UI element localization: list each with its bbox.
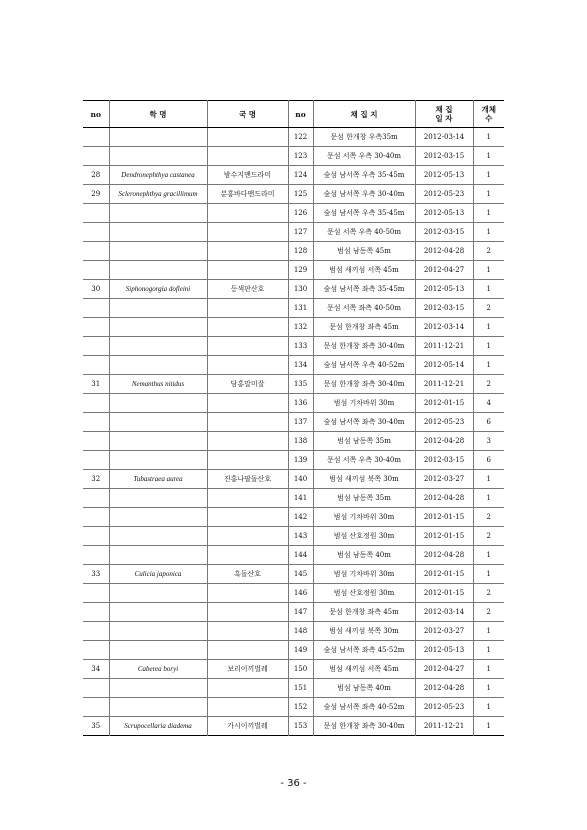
collection-site-cell: 범섬 남동쪽 40m — [313, 679, 415, 698]
count-cell: 1 — [473, 147, 504, 166]
table-row — [83, 698, 504, 717]
specimen-no-cell: 148 — [288, 622, 313, 641]
korean-name-cell — [207, 451, 288, 470]
collection-site-cell: 범섬 새끼섬 북쪽 30m — [313, 470, 415, 489]
count-cell: 2 — [473, 527, 504, 546]
specimen-no-cell: 139 — [288, 451, 313, 470]
collection-date-cell: 2012-04-28 — [415, 432, 473, 451]
header-korean-name: 국 명 — [207, 101, 288, 128]
table-row — [83, 375, 504, 394]
korean-name-cell — [207, 432, 288, 451]
header-date-line1: 채 집 — [435, 105, 453, 114]
count-cell: 2 — [473, 584, 504, 603]
collection-site-cell: 숲섬 남서쪽 좌측 35-45m — [313, 280, 415, 299]
korean-name-cell — [207, 318, 288, 337]
species-no-cell — [83, 527, 109, 546]
collection-site-cell: 범섬 새끼섬 북쪽 30m — [313, 622, 415, 641]
specimen-no-cell: 123 — [288, 147, 313, 166]
collection-date-cell: 2012-05-23 — [415, 185, 473, 204]
korean-name-cell — [207, 527, 288, 546]
species-no-cell — [83, 147, 109, 166]
species-no-cell: 33 — [83, 565, 109, 584]
collection-date-cell: 2011-12-21 — [415, 337, 473, 356]
collection-date-cell: 2012-04-27 — [415, 261, 473, 280]
collection-site-cell: 문섬 한개창 우측35m — [313, 128, 415, 147]
count-cell: 1 — [473, 128, 504, 147]
specimen-no-cell: 126 — [288, 204, 313, 223]
specimen-no-cell: 141 — [288, 489, 313, 508]
table-row — [83, 470, 504, 489]
count-cell: 2 — [473, 603, 504, 622]
collection-site-cell: 문섬 한개창 좌측 45m — [313, 318, 415, 337]
table-row — [83, 679, 504, 698]
collection-date-cell: 2012-05-13 — [415, 166, 473, 185]
specimen-no-cell: 153 — [288, 717, 313, 736]
table-row — [83, 565, 504, 584]
species-no-cell: 34 — [83, 660, 109, 679]
table-row — [83, 204, 504, 223]
table-row — [83, 660, 504, 679]
specimen-table — [83, 100, 504, 736]
collection-date-cell: 2012-03-14 — [415, 318, 473, 337]
species-no-cell — [83, 603, 109, 622]
page-number: - 36 - — [280, 778, 307, 789]
species-no-cell: 30 — [83, 280, 109, 299]
table-row — [83, 622, 504, 641]
korean-name-cell — [207, 641, 288, 660]
collection-date-cell: 2012-03-27 — [415, 622, 473, 641]
specimen-no-cell: 128 — [288, 242, 313, 261]
collection-date-cell: 2012-04-28 — [415, 489, 473, 508]
specimen-no-cell: 129 — [288, 261, 313, 280]
scientific-name-cell: Caberea boryi — [109, 660, 207, 679]
table-row — [83, 641, 504, 660]
table-row — [83, 603, 504, 622]
species-no-cell — [83, 394, 109, 413]
table-row — [83, 356, 504, 375]
collection-site-cell: 숲섬 남서쪽 우측 35-45m — [313, 166, 415, 185]
korean-name-cell — [207, 679, 288, 698]
scientific-name-cell: Siphonogorgia dofleini — [109, 280, 207, 299]
collection-date-cell: 2012-03-14 — [415, 128, 473, 147]
count-cell: 1 — [473, 489, 504, 508]
count-cell: 1 — [473, 185, 504, 204]
korean-name-cell — [207, 147, 288, 166]
specimen-no-cell: 138 — [288, 432, 313, 451]
korean-name-cell — [207, 337, 288, 356]
count-cell: 1 — [473, 470, 504, 489]
korean-name-cell — [207, 622, 288, 641]
collection-site-cell: 문섬 서쪽 우측 30-40m — [313, 451, 415, 470]
korean-name-cell: 흑돌산호 — [207, 565, 288, 584]
count-cell: 1 — [473, 717, 504, 736]
korean-name-cell — [207, 242, 288, 261]
specimen-no-cell: 140 — [288, 470, 313, 489]
specimen-no-cell: 149 — [288, 641, 313, 660]
table-row — [83, 394, 504, 413]
table-row — [83, 546, 504, 565]
collection-site-cell: 숲섬 남서쪽 우측 35-45m — [313, 204, 415, 223]
specimen-no-cell: 135 — [288, 375, 313, 394]
scientific-name-cell — [109, 489, 207, 508]
scientific-name-cell: Nemanthus nitidus — [109, 375, 207, 394]
table-row — [83, 318, 504, 337]
species-no-cell: 32 — [83, 470, 109, 489]
scientific-name-cell — [109, 394, 207, 413]
korean-name-cell: 보리이끼벌레 — [207, 660, 288, 679]
scientific-name-cell — [109, 622, 207, 641]
count-cell: 1 — [473, 166, 504, 185]
header-no: no — [83, 101, 109, 128]
count-cell: 1 — [473, 698, 504, 717]
collection-site-cell: 범섬 남동쪽 35m — [313, 489, 415, 508]
collection-date-cell: 2012-03-15 — [415, 147, 473, 166]
collection-date-cell: 2012-04-27 — [415, 660, 473, 679]
collection-site-cell: 숲섬 남서쪽 좌측 45-52m — [313, 641, 415, 660]
collection-date-cell: 2012-01-15 — [415, 394, 473, 413]
collection-date-cell: 2012-03-15 — [415, 299, 473, 318]
species-no-cell — [83, 698, 109, 717]
collection-date-cell: 2012-04-28 — [415, 242, 473, 261]
count-cell: 1 — [473, 223, 504, 242]
specimen-no-cell: 145 — [288, 565, 313, 584]
specimen-no-cell: 125 — [288, 185, 313, 204]
specimen-no-cell: 150 — [288, 660, 313, 679]
table-row — [83, 299, 504, 318]
table-row — [83, 508, 504, 527]
table-row — [83, 261, 504, 280]
specimen-no-cell: 132 — [288, 318, 313, 337]
collection-site-cell: 문섬 서쪽 우측 40-50m — [313, 223, 415, 242]
specimen-no-cell: 143 — [288, 527, 313, 546]
count-cell: 4 — [473, 394, 504, 413]
species-no-cell: 29 — [83, 185, 109, 204]
collection-site-cell: 숲섬 남서쪽 우측 30-40m — [313, 185, 415, 204]
collection-site-cell: 숲섬 남서쪽 우측 40-52m — [313, 356, 415, 375]
species-no-cell — [83, 299, 109, 318]
specimen-no-cell: 122 — [288, 128, 313, 147]
collection-site-cell: 범섬 남동쪽 45m — [313, 242, 415, 261]
korean-name-cell — [207, 546, 288, 565]
specimen-no-cell: 124 — [288, 166, 313, 185]
collection-site-cell: 범섬 새끼섬 서쪽 45m — [313, 261, 415, 280]
count-cell: 1 — [473, 318, 504, 337]
scientific-name-cell: Scleronephthya gracillimum — [109, 185, 207, 204]
count-cell: 1 — [473, 261, 504, 280]
collection-site-cell: 문섬 서쪽 우측 30-40m — [313, 147, 415, 166]
collection-date-cell: 2012-05-13 — [415, 641, 473, 660]
species-no-cell — [83, 242, 109, 261]
count-cell: 1 — [473, 622, 504, 641]
scientific-name-cell — [109, 242, 207, 261]
table-row — [83, 242, 504, 261]
scientific-name-cell — [109, 204, 207, 223]
table-row — [83, 451, 504, 470]
count-cell: 1 — [473, 356, 504, 375]
scientific-name-cell: Tubastraea aurea — [109, 470, 207, 489]
collection-date-cell: 2012-01-15 — [415, 527, 473, 546]
scientific-name-cell — [109, 527, 207, 546]
table-row — [83, 166, 504, 185]
collection-date-cell: 2012-05-14 — [415, 356, 473, 375]
scientific-name-cell — [109, 147, 207, 166]
collection-date-cell: 2012-01-15 — [415, 584, 473, 603]
count-cell: 1 — [473, 641, 504, 660]
table-row — [83, 413, 504, 432]
korean-name-cell — [207, 204, 288, 223]
collection-date-cell: 2012-03-15 — [415, 223, 473, 242]
scientific-name-cell — [109, 261, 207, 280]
collection-date-cell: 2012-03-14 — [415, 603, 473, 622]
scientific-name-cell — [109, 413, 207, 432]
collection-date-cell: 2012-03-27 — [415, 470, 473, 489]
collection-site-cell: 문섬 한개창 좌측 30-40m — [313, 337, 415, 356]
species-no-cell — [83, 128, 109, 147]
specimen-no-cell: 136 — [288, 394, 313, 413]
table-row — [83, 185, 504, 204]
collection-site-cell: 문섬 한개창 좌측 45m — [313, 603, 415, 622]
table-row — [83, 337, 504, 356]
korean-name-cell — [207, 356, 288, 375]
species-no-cell — [83, 679, 109, 698]
collection-site-cell: 범섬 기차바위 30m — [313, 508, 415, 527]
table-row — [83, 280, 504, 299]
header-count — [473, 101, 504, 128]
header-date-line2: 일 자 — [435, 114, 453, 123]
scientific-name-cell — [109, 698, 207, 717]
korean-name-cell — [207, 394, 288, 413]
count-cell: 2 — [473, 375, 504, 394]
collection-date-cell: 2012-01-15 — [415, 565, 473, 584]
species-no-cell — [83, 641, 109, 660]
table-row — [83, 128, 504, 147]
header-specimen-no: no — [288, 101, 313, 128]
scientific-name-cell — [109, 337, 207, 356]
scientific-name-cell — [109, 432, 207, 451]
collection-site-cell: 문섬 한개창 좌측 30-40m — [313, 717, 415, 736]
count-cell: 6 — [473, 413, 504, 432]
korean-name-cell — [207, 603, 288, 622]
count-cell: 3 — [473, 432, 504, 451]
species-no-cell: 31 — [83, 375, 109, 394]
specimen-no-cell: 152 — [288, 698, 313, 717]
collection-date-cell: 2012-05-23 — [415, 698, 473, 717]
korean-name-cell: 분홍바다맨드라미 — [207, 185, 288, 204]
collection-site-cell: 문섬 서쪽 좌측 40-50m — [313, 299, 415, 318]
header-collection-site: 채 집 지 — [313, 101, 415, 128]
scientific-name-cell: Dendronephthya castanea — [109, 166, 207, 185]
table-row — [83, 432, 504, 451]
collection-site-cell: 범섬 기차바위 30m — [313, 565, 415, 584]
collection-date-cell: 2011-12-21 — [415, 717, 473, 736]
collection-site-cell: 숲섬 남서쪽 좌측 40-52m — [313, 698, 415, 717]
korean-name-cell — [207, 299, 288, 318]
header-count-line1: 개체 — [481, 105, 496, 114]
count-cell: 1 — [473, 204, 504, 223]
specimen-no-cell: 151 — [288, 679, 313, 698]
scientific-name-cell — [109, 223, 207, 242]
specimen-no-cell: 137 — [288, 413, 313, 432]
specimen-no-cell: 146 — [288, 584, 313, 603]
species-no-cell — [83, 261, 109, 280]
species-no-cell — [83, 223, 109, 242]
collection-site-cell: 범섬 기차바위 30m — [313, 394, 415, 413]
count-cell: 1 — [473, 546, 504, 565]
collection-date-cell: 2012-04-28 — [415, 679, 473, 698]
species-no-cell — [83, 584, 109, 603]
korean-name-cell — [207, 128, 288, 147]
collection-date-cell: 2012-05-13 — [415, 280, 473, 299]
collection-date-cell: 2011-12-21 — [415, 375, 473, 394]
collection-site-cell: 범섬 산호정원 30m — [313, 584, 415, 603]
specimen-no-cell: 134 — [288, 356, 313, 375]
species-no-cell — [83, 622, 109, 641]
korean-name-cell — [207, 413, 288, 432]
count-cell: 6 — [473, 451, 504, 470]
scientific-name-cell — [109, 641, 207, 660]
species-no-cell — [83, 318, 109, 337]
count-cell: 1 — [473, 660, 504, 679]
species-no-cell — [83, 489, 109, 508]
table-row — [83, 147, 504, 166]
table-body — [83, 128, 504, 736]
scientific-name-cell — [109, 451, 207, 470]
korean-name-cell — [207, 261, 288, 280]
species-no-cell: 28 — [83, 166, 109, 185]
korean-name-cell — [207, 489, 288, 508]
count-cell: 1 — [473, 565, 504, 584]
scientific-name-cell — [109, 508, 207, 527]
table-row — [83, 717, 504, 736]
korean-name-cell — [207, 508, 288, 527]
korean-name-cell: 담홍말미잘 — [207, 375, 288, 394]
scientific-name-cell — [109, 584, 207, 603]
korean-name-cell — [207, 584, 288, 603]
table-row — [83, 489, 504, 508]
species-no-cell: 35 — [83, 717, 109, 736]
collection-date-cell: 2012-03-15 — [415, 451, 473, 470]
scientific-name-cell — [109, 318, 207, 337]
species-no-cell — [83, 432, 109, 451]
collection-date-cell: 2012-04-28 — [415, 546, 473, 565]
species-no-cell — [83, 356, 109, 375]
species-no-cell — [83, 546, 109, 565]
species-no-cell — [83, 204, 109, 223]
scientific-name-cell — [109, 679, 207, 698]
specimen-no-cell: 127 — [288, 223, 313, 242]
collection-site-cell: 범섬 남동쪽 40m — [313, 546, 415, 565]
korean-name-cell — [207, 223, 288, 242]
specimen-no-cell: 133 — [288, 337, 313, 356]
header-collection-date — [415, 101, 473, 128]
species-no-cell — [83, 337, 109, 356]
count-cell: 1 — [473, 280, 504, 299]
count-cell: 1 — [473, 679, 504, 698]
korean-name-cell: 진홍나팔돌산호 — [207, 470, 288, 489]
scientific-name-cell — [109, 356, 207, 375]
count-cell: 2 — [473, 508, 504, 527]
table-row — [83, 223, 504, 242]
scientific-name-cell: Scrupocellaria diadema — [109, 717, 207, 736]
korean-name-cell: 등색판산호 — [207, 280, 288, 299]
collection-site-cell: 숲섬 남서쪽 좌측 30-40m — [313, 413, 415, 432]
species-no-cell — [83, 508, 109, 527]
collection-date-cell: 2012-01-15 — [415, 508, 473, 527]
korean-name-cell: 가시이끼벌레 — [207, 717, 288, 736]
korean-name-cell: 밤수지맨드라미 — [207, 166, 288, 185]
specimen-no-cell: 130 — [288, 280, 313, 299]
table-row — [83, 527, 504, 546]
scientific-name-cell — [109, 299, 207, 318]
collection-site-cell: 범섬 산호정원 30m — [313, 527, 415, 546]
korean-name-cell — [207, 698, 288, 717]
collection-site-cell: 문섬 한개창 좌측 30-40m — [313, 375, 415, 394]
header-scientific-name: 학 명 — [109, 101, 207, 128]
scientific-name-cell — [109, 603, 207, 622]
scientific-name-cell: Culicia japonica — [109, 565, 207, 584]
header-row — [83, 101, 504, 128]
count-cell: 1 — [473, 337, 504, 356]
collection-site-cell: 범섬 새끼섬 서쪽 45m — [313, 660, 415, 679]
scientific-name-cell — [109, 546, 207, 565]
count-cell: 2 — [473, 299, 504, 318]
specimen-no-cell: 142 — [288, 508, 313, 527]
specimen-no-cell: 144 — [288, 546, 313, 565]
specimen-no-cell: 131 — [288, 299, 313, 318]
count-cell: 2 — [473, 242, 504, 261]
collection-date-cell: 2012-05-23 — [415, 413, 473, 432]
scientific-name-cell — [109, 128, 207, 147]
species-no-cell — [83, 413, 109, 432]
collection-date-cell: 2012-05-13 — [415, 204, 473, 223]
species-no-cell — [83, 451, 109, 470]
table-row — [83, 584, 504, 603]
collection-site-cell: 범섬 남동쪽 35m — [313, 432, 415, 451]
specimen-no-cell: 147 — [288, 603, 313, 622]
header-count-line2: 수 — [485, 114, 493, 123]
